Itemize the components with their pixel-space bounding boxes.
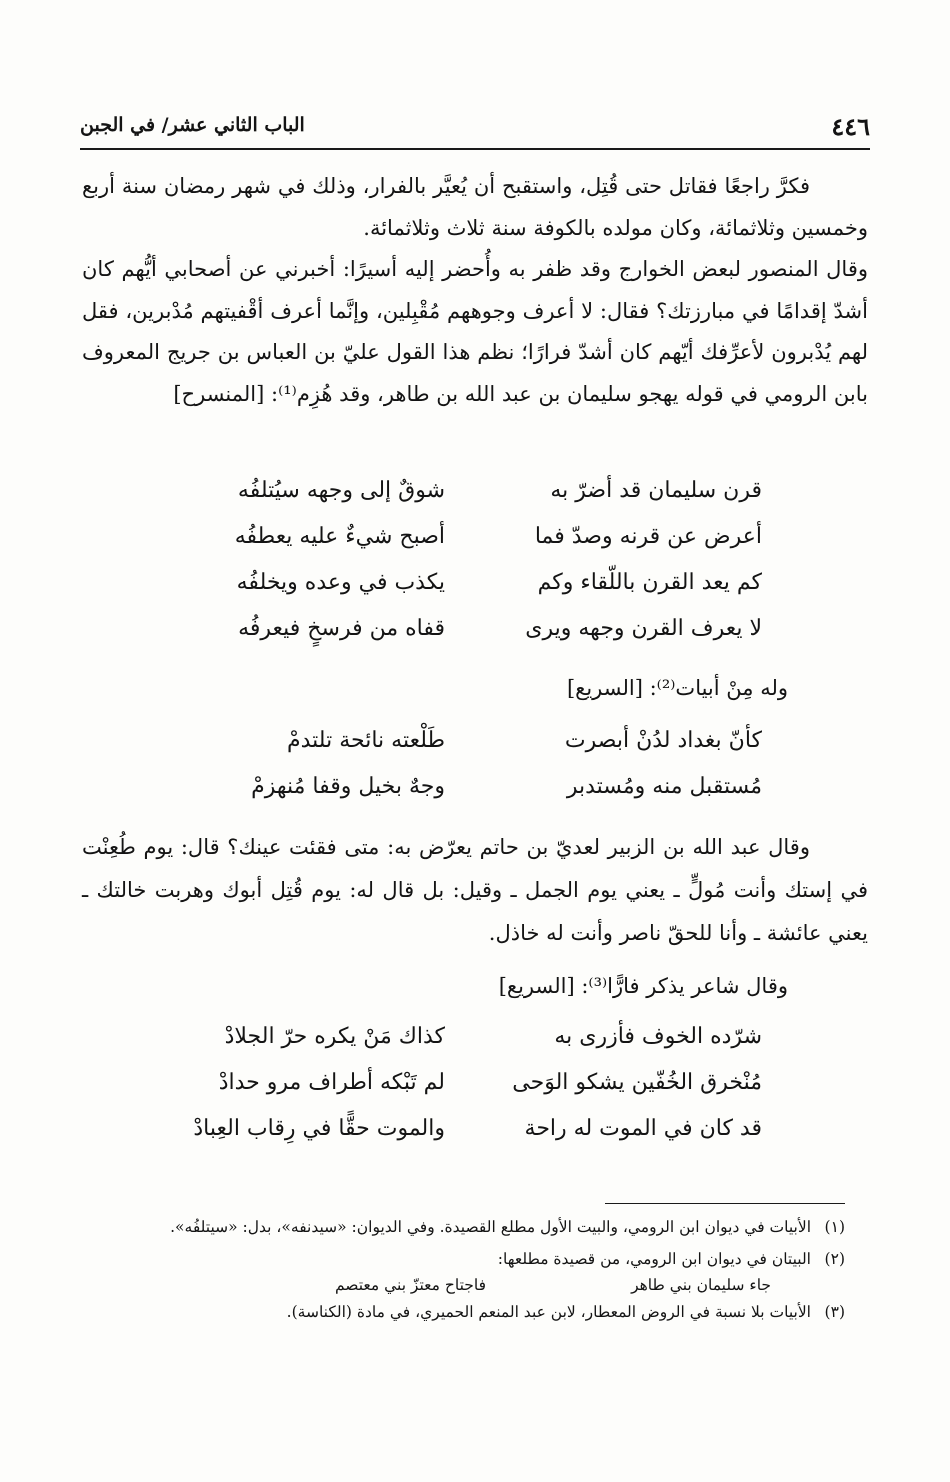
- verse-line: [0, 1070, 950, 1116]
- verse-intro: وقال شاعر يذكر فارًّا⁽³⁾: [السريع]: [498, 974, 788, 998]
- footnote-text: الأبيات في ديوان ابن الرومي، والبيت الأول مطلع القصيدة. وفي الديوان: «سيدنفه»، بدل: «سيتلفُه».: [170, 1218, 811, 1236]
- footnote: [82, 1299, 845, 1325]
- hemistich-second: أصبح شيءٌ عليه يعطفُه: [234, 524, 445, 549]
- verse-line: [0, 1116, 950, 1162]
- verse-line: [0, 616, 950, 662]
- footnote: [82, 1246, 845, 1299]
- hemistich-first: قد كان في الموت له راحة: [524, 1116, 762, 1141]
- hemistich-first: مُنْخرق الخُفّين يشكو الوَحى: [512, 1070, 762, 1095]
- page-number: ٤٤٦: [831, 112, 870, 141]
- footnote-text: البيتان في ديوان ابن الرومي، من قصيدة مطلعها:: [497, 1250, 811, 1268]
- hemistich-second: وجهٌ بخيل وقفا مُنهزمْ: [251, 774, 445, 799]
- poem: [0, 1024, 950, 1162]
- hemistich-first: كأنّ بغداد لدُنْ أبصرت: [564, 728, 762, 753]
- footnote-number: (١): [824, 1218, 845, 1236]
- main-text: [82, 166, 868, 415]
- footnote-text: الأبيات بلا نسبة في الروض المعطار، لابن عبد المنعم الحميري، في مادة (الكناسة).: [286, 1303, 811, 1321]
- footnote-number: (٣): [824, 1303, 845, 1321]
- footnote-verse: [82, 1272, 811, 1299]
- footnote-number: (٢): [824, 1250, 845, 1268]
- running-title: الباب الثاني عشر/ في الجبن: [80, 114, 305, 136]
- hemistich-first: جاء سليمان بني طاهر: [631, 1276, 771, 1294]
- poem: [0, 478, 950, 662]
- footnote-divider: [605, 1203, 845, 1204]
- hemistich-first: كم يعد القرن باللّقاء وكم: [537, 570, 762, 595]
- footnote: [82, 1214, 845, 1240]
- main-text: [82, 826, 868, 955]
- hemistich-first: أعرض عن قرنه وصدّ فما: [534, 524, 762, 549]
- verse-line: [0, 478, 950, 524]
- verse-line: [0, 728, 950, 774]
- hemistich-second: يكذب في وعده ويخلفُه: [236, 570, 445, 595]
- verse-intro: وله مِنْ أبيات⁽²⁾: [السريع]: [566, 676, 788, 700]
- paragraph: وقال المنصور لبعض الخوارج وقد ظفر به وأُحضر إليه أسيرًا: أخبرني عن أصحابي أيُّهم كان أشدّ إقدامًا في مبارزتك؟ فقال: لا أعرف وجوههم مُقْبِلين، وإنَّما أعرف أقْفيتهم مُدْبرين، فقل لهم يُدْبرون لأعرِّفك أيّهم كان أشدّ فرارًا؛ نظم هذا القول عليّ بن العباس بن جريج المعروف بابن الرومي في قوله يهجو سليمان بن عبد الله بن طاهر، وقد هُزِم⁽¹⁾: [المنسرح]: [82, 257, 868, 406]
- verse-line: [0, 1024, 950, 1070]
- hemistich-second: طَلْعته نائحة تلتدمْ: [287, 728, 445, 753]
- hemistich-first: قرن سليمان قد أضرّ به: [550, 478, 762, 503]
- hemistich-second: كذاك مَنْ يكره حرّ الجلادْ: [224, 1024, 445, 1049]
- verse-line: [0, 774, 950, 820]
- footnotes: [82, 1214, 845, 1325]
- hemistich-second: لم تَبْكه أطراف مرو حدادْ: [218, 1070, 445, 1095]
- hemistich-first: شرّده الخوف فأزرى به: [554, 1024, 762, 1049]
- verse-line: [0, 524, 950, 570]
- hemistich-second: والموت حقًّا في رِقاب العِبادْ: [193, 1116, 445, 1141]
- hemistich-second: فاجتاح معتزّ بني معتصم: [334, 1276, 486, 1294]
- hemistich-first: مُستقبل منه ومُستدبر: [566, 774, 762, 799]
- hemistich-first: لا يعرف القرن وجهه ويرى: [525, 616, 762, 641]
- paragraph: فكرَّ راجعًا فقاتل حتى قُتِل، واستقبح أن يُعيَّر بالفرار، وذلك في شهر رمضان سنة أربع وخمسين وثلاثمائة، وكان مولده بالكوفة سنة ثلاث وثلاثمائة.: [82, 174, 868, 240]
- paragraph: وقال عبد الله بن الزبير لعديّ بن حاتم يعرّض به: متى فقئت عينك؟ قال: يوم طُعِنْت في إستك وأنت مُولٍّ ـ يعني يوم الجمل ـ وقيل: بل قال له: يوم قُتِل أبوك وهربت خالتك ـ يعني عائشة ـ وأنا للحقّ ناصر وأنت له خاذل.: [82, 835, 868, 945]
- hemistich-second: قفاه من فرسخٍ فيعرفُه: [238, 616, 445, 641]
- poem: [0, 728, 950, 820]
- hemistich-second: شوقٌ إلى وجهه سيُتلفُه: [237, 478, 445, 503]
- verse-line: [0, 570, 950, 616]
- page-header: [80, 112, 870, 150]
